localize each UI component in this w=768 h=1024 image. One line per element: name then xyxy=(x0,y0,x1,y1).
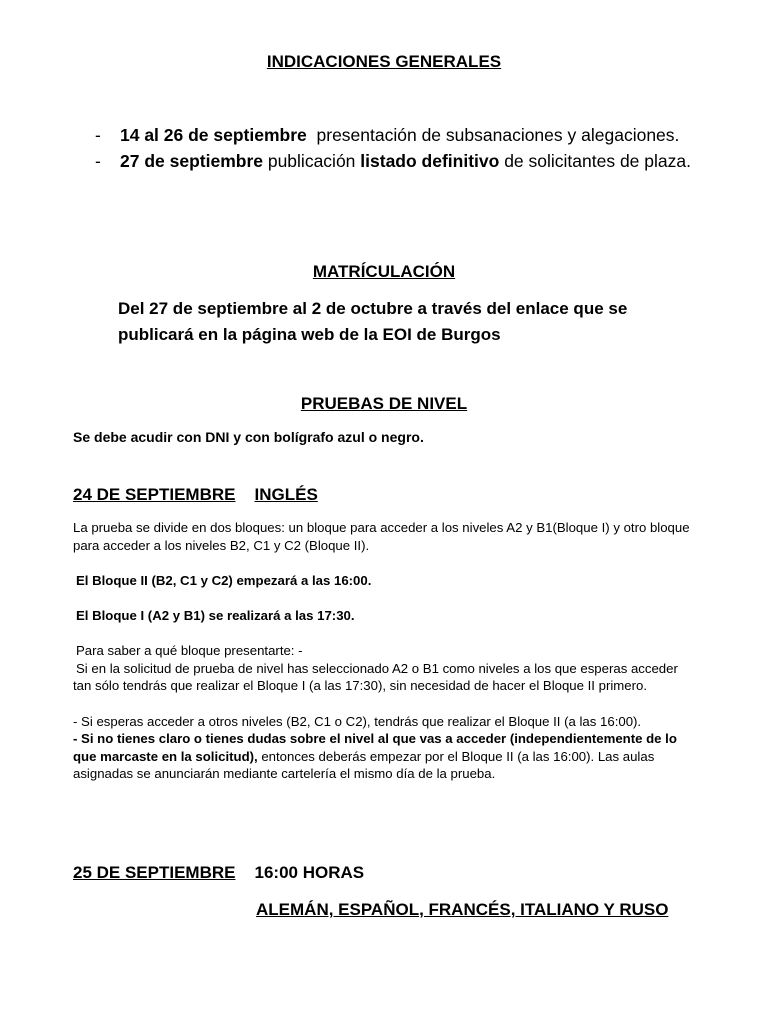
day2-date: 25 DE SEPTIEMBRE xyxy=(73,863,236,882)
date: 27 de septiembre xyxy=(120,151,263,171)
item-text: de solicitantes de plaza. xyxy=(499,151,691,171)
day1-block2: El Bloque II (B2, C1 y C2) empezará a las 16:00. xyxy=(76,572,372,588)
day2-languages: ALEMÁN, ESPAÑOL, FRANCÉS, ITALIANO Y RUSO xyxy=(256,900,669,919)
day1-body xyxy=(73,519,693,783)
day1-howto: Para saber a qué bloque presentarte: - xyxy=(76,643,303,659)
day1-heading xyxy=(73,485,318,505)
day2-time: 16:00 HORAS xyxy=(254,863,365,882)
day1-case3-rest: entonces deberás empezar por el Bloque II (a las 16:00). Las aulas asignadas se anunciarán mediante cartelería el mismo día de la prueba. xyxy=(73,748,658,782)
day1-case1: Si en la solicitud de prueba de nivel has seleccionado A2 o B1 como niveles a los que esperas acceder tan sólo tendrás que realizar el Bloque I (a las 17:30), sin necesidad de hacer el Bloque II primero. xyxy=(73,660,678,694)
list-item: - 27 de septiembre publicación listado definitivo de solicitantes de plaza. xyxy=(95,151,691,171)
day1-case3-bold: - Si no tienes claro o tienes dudas sobre el nivel al que vas a acceder (independientemente de lo que marcaste en la solicitud), xyxy=(73,731,677,764)
item-text: presentación de subsanaciones y alegaciones. xyxy=(306,125,680,145)
list-item: - 14 al 26 de septiembre presentación de subsanaciones y alegaciones. xyxy=(95,125,680,145)
date-range: 14 al 26 de septiembre xyxy=(120,125,307,145)
section-title-indicaciones: INDICACIONES GENERALES xyxy=(266,52,502,71)
matriculacion-text: Del 27 de septiembre al 2 de octubre a través del enlace que se publicará en la página web de la EOI de Burgos xyxy=(118,299,628,344)
section-title-pruebas: PRUEBAS DE NIVEL xyxy=(300,394,468,413)
day1-intro: La prueba se divide en dos bloques: un bloque para acceder a los niveles A2 y B1(Bloque I) y otro bloque para acceder a los niveles B2, C1 y C2 (Bloque II). xyxy=(73,520,690,553)
day1-date: 24 DE SEPTIEMBRE xyxy=(73,485,236,504)
item-text: publicación xyxy=(262,151,361,171)
day1-case2: - Si esperas acceder a otros niveles (B2, C1 o C2), tendrás que realizar el Bloque II (a las 16:00). xyxy=(73,713,642,729)
item-bold-text: listado definitivo xyxy=(360,151,500,171)
pruebas-note: Se debe acudir con DNI y con bolígrafo azul o negro. xyxy=(73,429,424,445)
day1-block1: El Bloque I (A2 y B1) se realizará a las 17:30. xyxy=(76,607,355,623)
day2-heading xyxy=(73,863,364,883)
day1-case3 xyxy=(73,730,693,783)
day1-language: INGLÉS xyxy=(254,485,318,504)
dates-list xyxy=(95,122,695,174)
section-title-matriculacion: MATRÍCULACIÓN xyxy=(312,262,456,281)
